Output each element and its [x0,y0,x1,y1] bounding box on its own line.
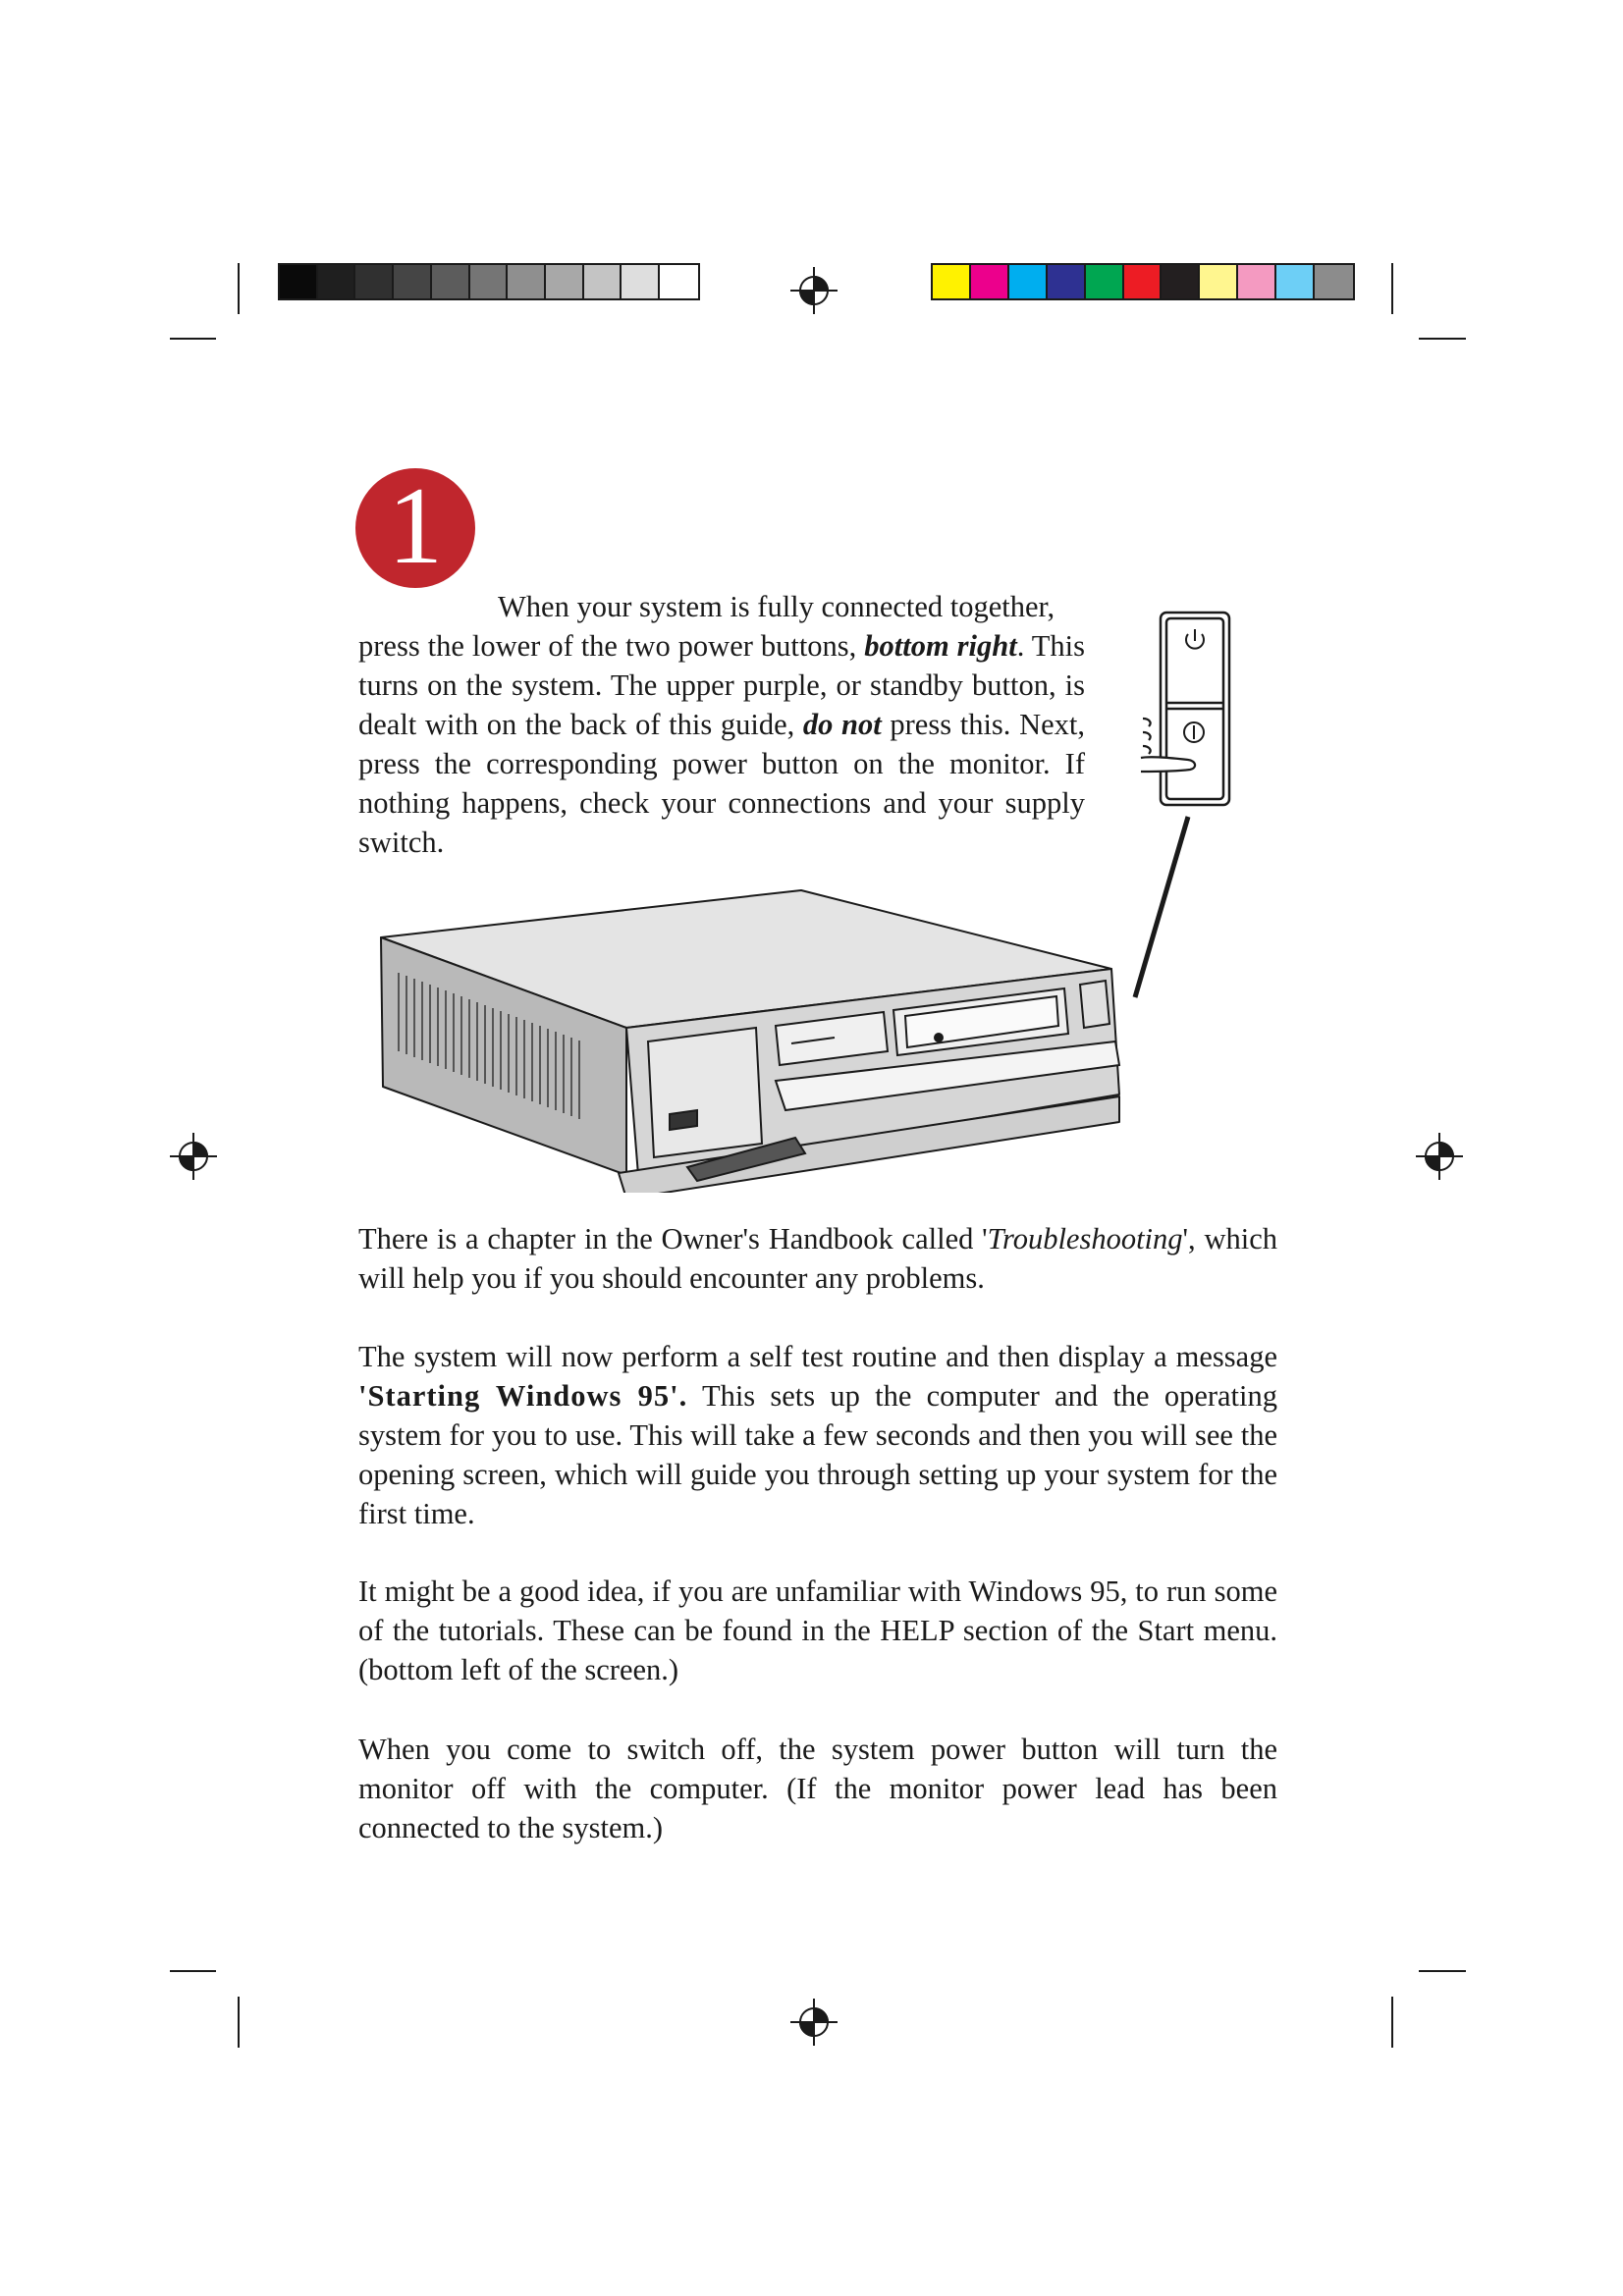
grayscale-swatch [660,265,698,298]
selftest-text-a: The system will now perform a self test routine and then display a message [358,1340,1277,1373]
power-button-panel-illustration [1131,601,1249,1013]
process-color-swatch [1200,265,1238,298]
process-color-swatch [1315,265,1353,298]
grayscale-swatch [394,265,432,298]
intro-text-a: press the lower of the two power buttons, [358,629,865,663]
emphasis-bottom-right: bottom right [864,629,1017,663]
desktop-computer-illustration [363,879,1149,1193]
grayscale-swatch [622,265,660,298]
registration-target-top [790,267,838,314]
process-color-swatch [1276,265,1315,298]
process-color-swatch [1009,265,1048,298]
troubleshooting-paragraph [358,1219,1277,1298]
process-color-swatch [971,265,1009,298]
registration-target-left [170,1133,217,1180]
grayscale-swatch [584,265,622,298]
starting-windows-message: 'Starting Windows 95'. [358,1379,688,1413]
grayscale-swatch [280,265,318,298]
process-color-swatch [933,265,971,298]
registration-target-right [1416,1133,1463,1180]
grayscale-calibration-bar [278,263,700,300]
registration-target-bottom [790,1999,838,2046]
intro-paragraph [358,587,1085,862]
grayscale-swatch [318,265,356,298]
tutorials-paragraph: It might be a good idea, if you are unfamiliar with Windows 95, to run some of the tutorials. These can be found in the HELP section of the Start menu. (bottom left of the screen.) [358,1575,1277,1686]
troubleshooting-chapter-name: Troubleshooting [987,1222,1183,1255]
switch-off-paragraph: When you come to switch off, the system power button will turn the monitor off with the computer. (If the monitor power lead has been connected to the system.) [358,1733,1277,1844]
process-color-swatch [1124,265,1163,298]
grayscale-swatch [355,265,394,298]
process-color-swatch [1086,265,1124,298]
intro-text-c: press this. Next, press the corresponding power button on the monitor. If nothing happens, check your connections and your supply switch. [358,708,1085,859]
intro-text-b: . This turns on the system. The upper purple, or standby button, is dealt with on the back of this guide, [358,629,1085,741]
grayscale-swatch [470,265,509,298]
grayscale-swatch [508,265,546,298]
process-color-swatch [1048,265,1086,298]
self-test-paragraph [358,1337,1277,1533]
emphasis-do-not: do not [802,708,882,741]
color-calibration-bar [931,263,1355,300]
selftest-text-b: This sets up the computer and the operating system for you to use. This will take a few seconds and then you will see the opening screen, which will guide you through setting up your system for the first time. [358,1379,1278,1530]
trouble-text-b: ', which will help you if you should encounter any problems. [358,1222,1277,1295]
process-color-swatch [1238,265,1276,298]
grayscale-swatch [546,265,584,298]
intro-first-line: When your system is fully connected together, [498,590,1055,623]
trouble-text-a: There is a chapter in the Owner's Handbook called ' [358,1222,988,1255]
process-color-swatch [1162,265,1200,298]
step-number-badge: 1 [355,468,475,588]
grayscale-swatch [432,265,470,298]
